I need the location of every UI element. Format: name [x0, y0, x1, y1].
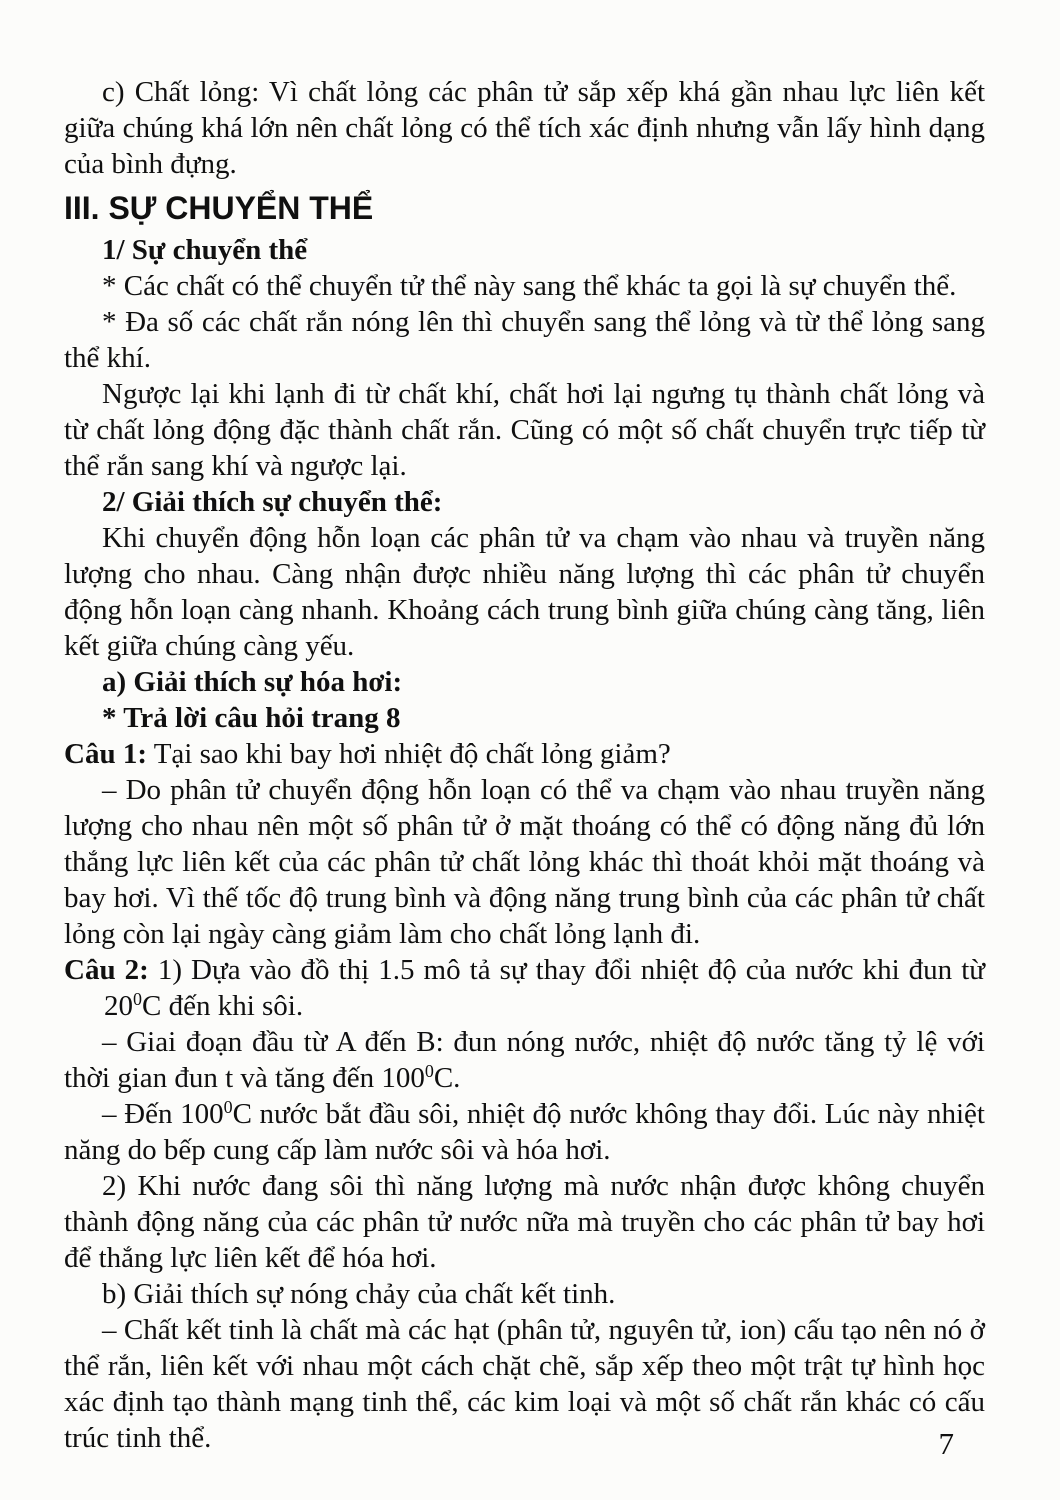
question-1	[64, 736, 985, 772]
paragraph-liquid-state: c) Chất lỏng: Vì chất lỏng các phân tử sắp xếp khá gần nhau lực liên kết giữa chúng khá lớn nên chất lỏng có thể tích xác định nhưng vẫn lấy hình dạng của bình đựng.	[64, 76, 985, 180]
question-2-label: Câu 2:	[64, 954, 149, 986]
answer-1-evaporation: – Do phân tử chuyển động hỗn loạn có thể va chạm vào nhau truyền năng lượng cho nhau nên một số phân tử ở mặt thoáng có thể có động năng đủ lớn thắng lực liên kết của các phân tử chất lỏng khác thì thoát khỏi mặt thoáng và bay hơi. Vì thế tốc độ trung bình và động năng trung bình của các phân tử chất lỏng còn lại ngày càng giảm làm cho chất lỏng lạnh đi.	[64, 774, 985, 950]
question-2	[64, 952, 985, 1024]
subheading-2-explain-phase-change: 2/ Giải thích sự chuyển thể:	[102, 486, 443, 518]
degree-superscript: 0	[223, 1097, 233, 1118]
paragraph-crystalline-substance: – Chất kết tinh là chất mà các hạt (phân tử, nguyên tử, ion) cấu tạo nên nó ở thể rắn, liên kết với nhau một cách chặt chẽ, sắp xếp theo một trật tự hình học xác định tạo thành mạng tinh thể, các kim loại và một số chất rắn khác có cấu trúc tinh thể.	[64, 1314, 985, 1454]
paragraph-star-solid-to-liquid: * Đa số các chất rắn nóng lên thì chuyển sang thể lỏng và từ thể lỏng sang thể khí.	[64, 306, 985, 374]
degree-superscript: 0	[424, 1061, 434, 1082]
question-1-text: Tại sao khi bay hơi nhiệt độ chất lỏng giảm?	[146, 738, 671, 770]
question-1-label: Câu 1:	[64, 738, 147, 770]
page-number: 7	[938, 1426, 954, 1461]
page-content	[64, 74, 985, 1456]
subheading-1-phase-change: 1/ Sự chuyển thể	[102, 234, 308, 266]
paragraph-molecular-motion: Khi chuyển động hỗn loạn các phân tử va chạm vào nhau và truyền năng lượng cho nhau. Càng nhận được nhiều năng lượng thì các phân tử chuyển động hỗn loạn càng nhanh. Khoảng cách trung bình giữa chúng càng tăng, liên kết giữa chúng càng yếu.	[64, 522, 985, 662]
section-heading-iii: III. SỰ CHUYỂN THỂ	[64, 190, 374, 226]
subheading-a-vaporization: a) Giải thích sự hóa hơi:	[102, 666, 403, 698]
answer-2-stage-a-to-b	[64, 1024, 985, 1096]
paragraph-star-phase-change: * Các chất có thể chuyển tử thể này sang thể khác ta gọi là sự chuyển thể.	[102, 270, 957, 302]
question-2-text: 1) Dựa vào đồ thị 1.5 mô tả sự thay đổi nhiệt độ của nước khi đun từ 20	[104, 954, 985, 1022]
subheading-answer-page-8: * Trả lời câu hỏi trang 8	[102, 702, 401, 734]
paragraph-reverse-transition: Ngược lại khi lạnh đi từ chất khí, chất hơi lại ngưng tụ thành chất lỏng và từ chất lỏng động đặc thành chất rắn. Cũng có một số chất chuyển trực tiếp từ thể rắn sang khí và ngược lại.	[64, 378, 985, 482]
answer-2-boiling-text-tail: C nước bắt đầu sôi, nhiệt độ nước không thay đổi. Lúc này nhiệt năng do bếp cung cấp làm nước sôi và hóa hơi.	[64, 1098, 985, 1166]
answer-2-part-2-boiling-energy: 2) Khi nước đang sôi thì năng lượng mà nước nhận được không chuyển thành động năng của các phân tử nước nữa mà truyền cho các phân tử bay hơi để thắng lực liên kết để hóa hơi.	[64, 1170, 985, 1274]
subheading-b-melting-crystals: b) Giải thích sự nóng chảy của chất kết tinh.	[102, 1278, 616, 1310]
answer-2-boiling-point	[64, 1096, 985, 1168]
answer-2-boiling-text: – Đến 100	[102, 1098, 224, 1130]
answer-2-stage-text: – Giai đoạn đầu từ A đến B: đun nóng nước, nhiệt độ nước tăng tỷ lệ với thời gian đun t và tăng đến 100	[64, 1026, 985, 1094]
question-2-text-tail: C đến khi sôi.	[141, 990, 304, 1022]
degree-superscript: 0	[133, 989, 142, 1010]
answer-2-stage-text-tail: C.	[433, 1062, 461, 1094]
